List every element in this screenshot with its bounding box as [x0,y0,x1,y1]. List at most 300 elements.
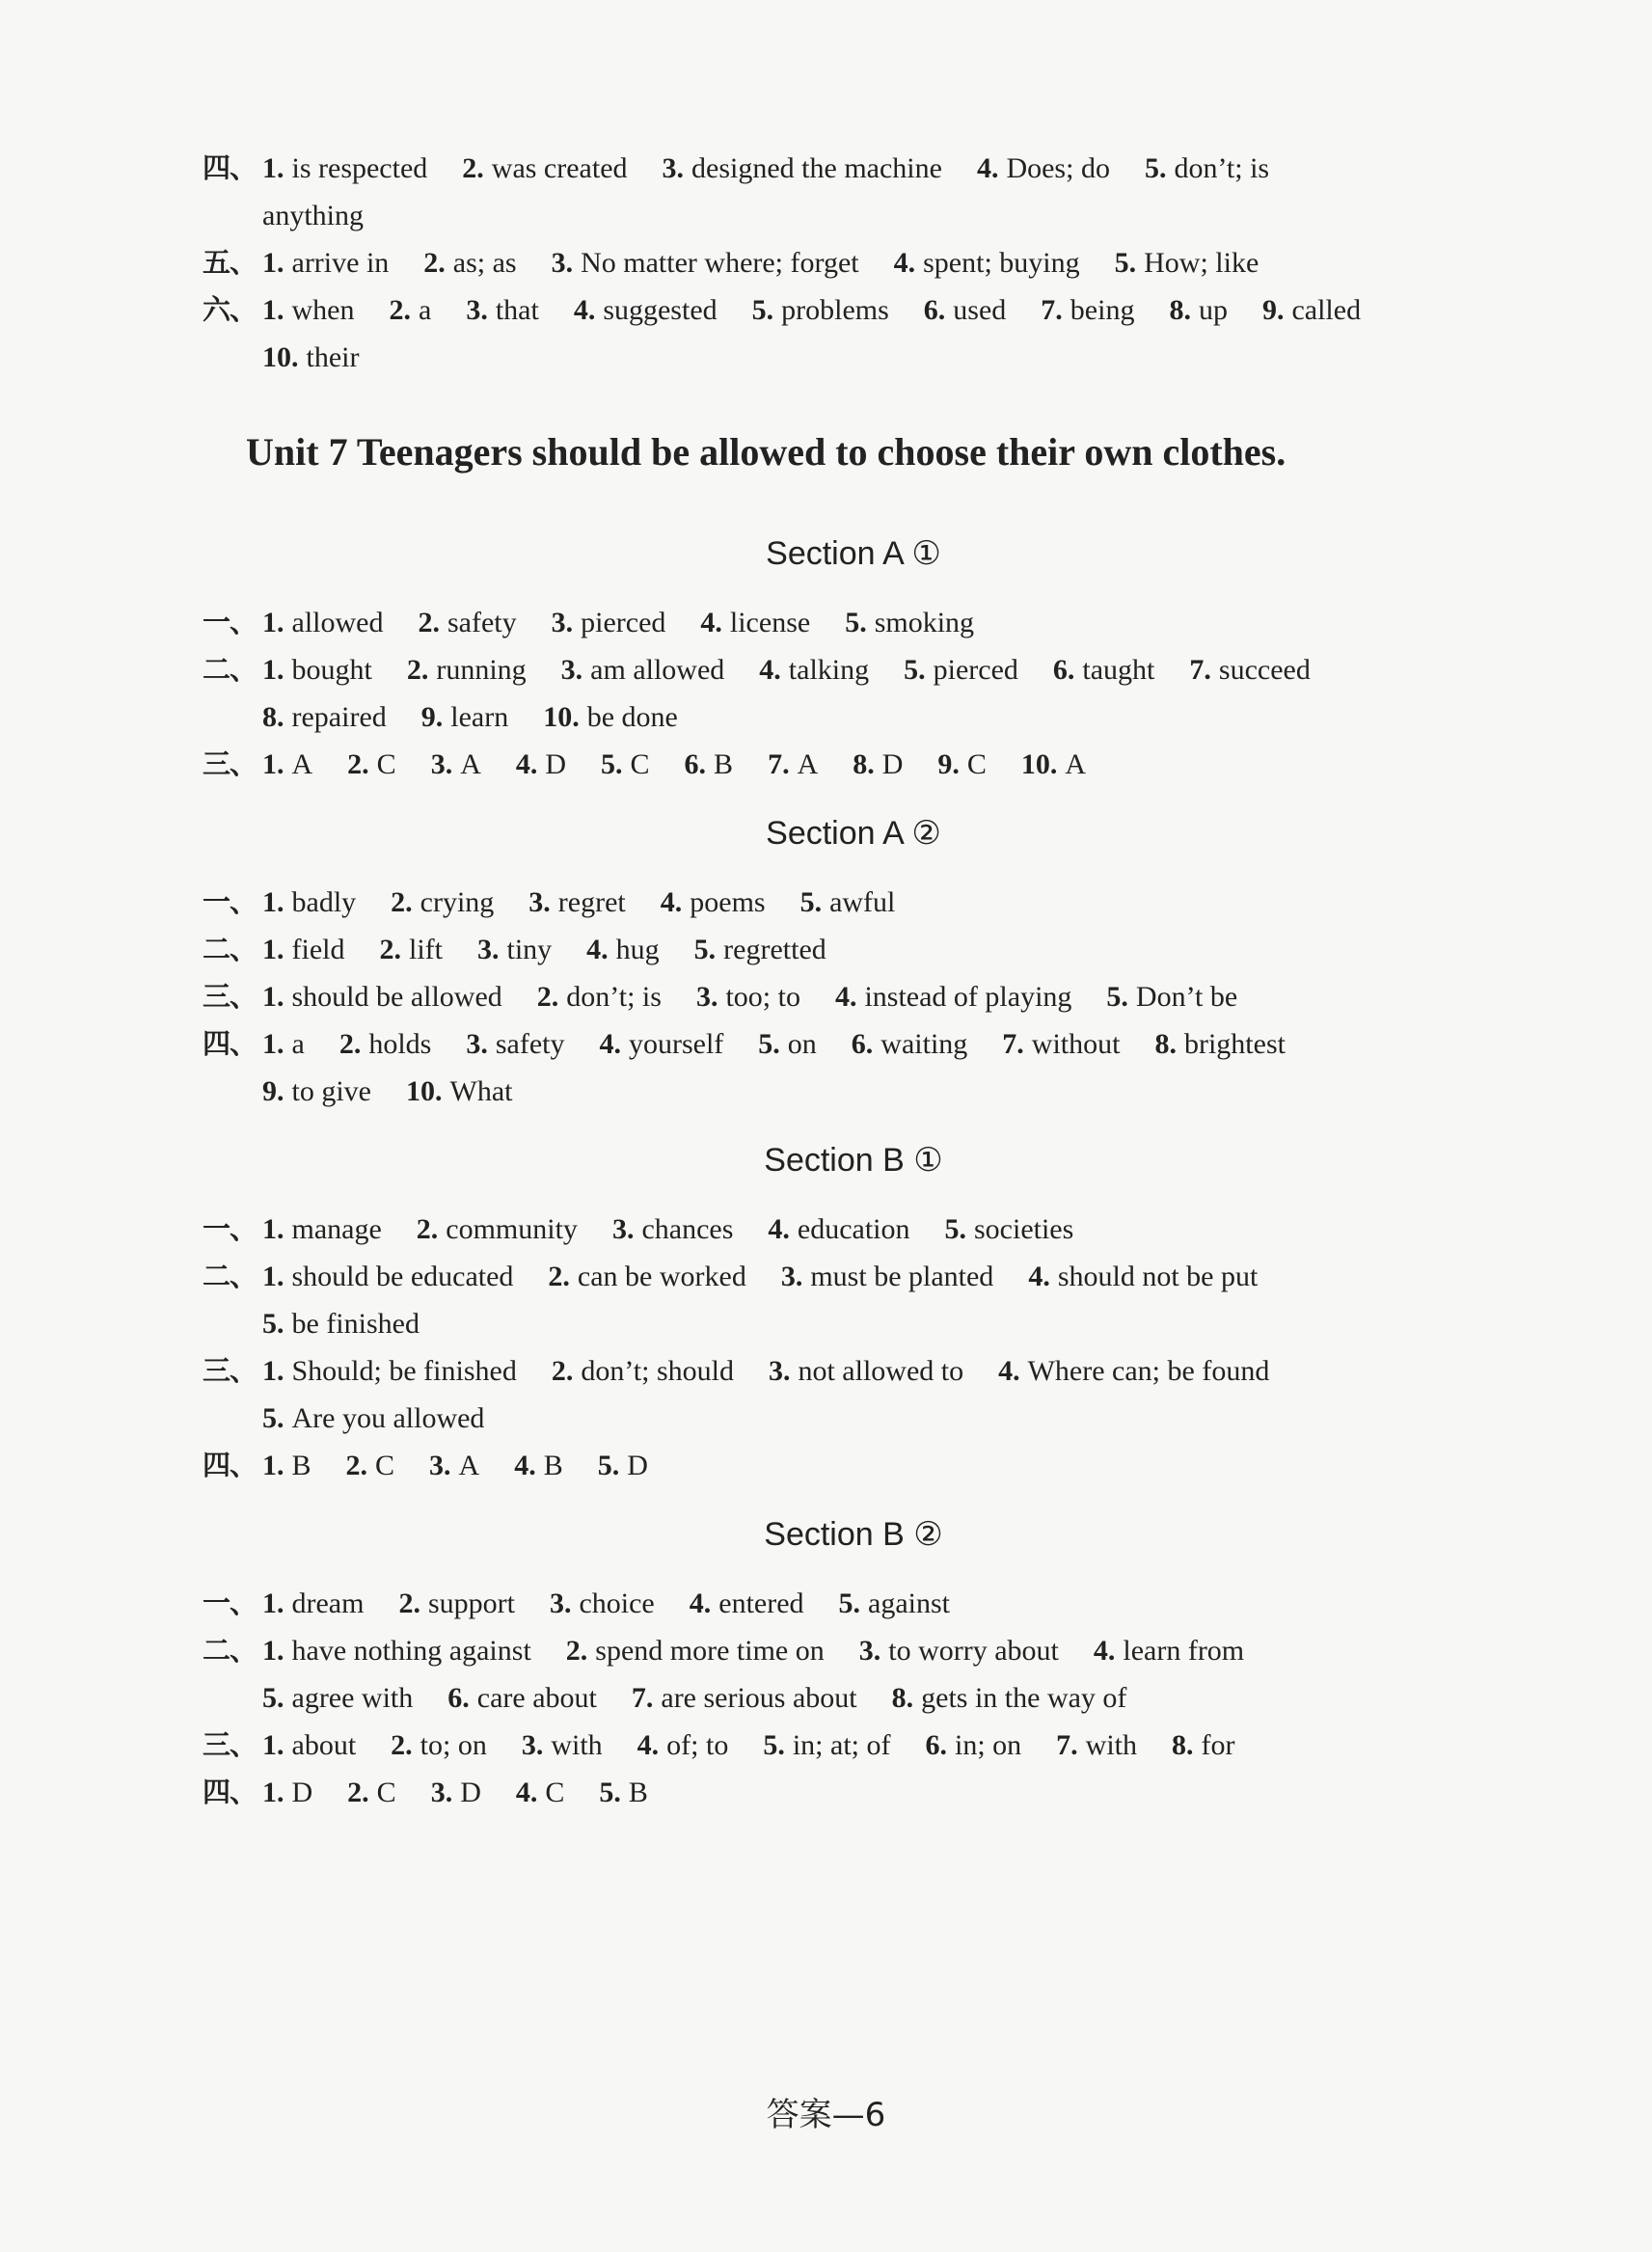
answer-items [262,1442,1504,1489]
answer-number: 4. [573,294,596,326]
answer-number: 1. [262,1028,284,1060]
answer-number: 4. [893,247,916,279]
answer-text: support [427,1587,515,1619]
answer-number: 2. [347,748,369,780]
answer-text: Don’t be [1135,981,1238,1013]
answer-number: 2. [379,934,401,965]
question-group-label: 三、 [203,747,257,780]
answer-row [203,599,1504,646]
answer-number: 1. [262,294,284,326]
answer-number: 10. [262,341,299,373]
answer-item [769,1355,963,1387]
answer-number: 1. [262,1777,284,1808]
answer-text: gets in the way of [921,1682,1127,1714]
answer-text: spent; buying [923,247,1080,279]
answer-text: B [628,1777,648,1808]
answer-item [477,934,552,965]
answer-text: A [460,748,481,780]
answer-number: 4. [1093,1635,1116,1667]
answer-number: 3. [521,1729,544,1761]
answer-number: 3. [429,1450,451,1481]
answer-item [637,1729,729,1761]
answer-text: allowed [291,607,384,638]
answer-text: entered [718,1587,804,1619]
answer-number: 8. [1154,1028,1177,1060]
answer-number: 8. [1169,294,1191,326]
answer-item [937,748,987,780]
answer-item [346,1450,395,1481]
answer-items [262,926,1504,973]
answer-row [203,1020,1504,1068]
answer-number: 2. [536,981,559,1013]
answer-text: C [630,748,650,780]
answer-number: 3. [560,654,583,686]
answer-number: 7. [768,748,790,780]
answer-text: can be worked [577,1261,746,1292]
answer-number: 2. [406,654,429,686]
answer-text: should not be put [1057,1261,1259,1292]
answer-item [1094,1635,1244,1667]
answer-item [1041,294,1134,326]
answer-item [391,886,494,918]
answer-number: 5. [799,886,823,918]
answer-text: anything [262,200,364,231]
answer-text: a [291,1028,305,1060]
answer-items [262,646,1504,693]
section-heading: Section B ① [764,1142,943,1179]
answer-number: 10. [406,1075,443,1107]
answer-item [406,1075,512,1107]
answer-item [466,294,539,326]
answer-text: to give [291,1075,371,1107]
answer-text: succeed [1218,654,1311,686]
answer-text: manage [291,1213,382,1245]
answer-text: How; like [1144,247,1259,279]
answer-number: 7. [631,1682,654,1714]
answer-text: A [291,748,313,780]
answer-text: chances [641,1213,734,1245]
answer-number: 4. [998,1355,1020,1387]
answer-item [262,152,427,184]
answer-number: 5. [1114,247,1137,279]
question-group-label: 一、 [203,885,257,918]
question-group-label: 三、 [203,1354,257,1387]
answer-text: up [1198,294,1228,326]
answer-number: 3. [476,934,500,965]
answer-number: 1. [262,247,284,279]
answer-item [262,1261,513,1292]
answer-number: 5. [693,934,717,965]
answer-text: used [953,294,1007,326]
answer-item [262,247,389,279]
answer-item [262,748,312,780]
section-body [203,1206,1504,1489]
answer-item [599,1028,723,1060]
answer-item [700,607,810,638]
answer-items [262,599,1504,646]
answer-number: 1. [262,1355,284,1387]
answer-text: C [376,1777,396,1808]
answer-text: with [1085,1729,1138,1761]
answer-text: D [881,748,904,780]
answer-number: 3. [549,1587,572,1619]
answer-item [262,1075,371,1107]
answer-item [1169,294,1228,326]
answer-item [262,200,364,231]
answer-item [998,1355,1269,1387]
answer-text: in; on [955,1729,1022,1761]
answer-text: hug [615,934,660,965]
answer-text: crying [420,886,495,918]
answer-text: A [797,748,819,780]
answer-items [262,1395,1504,1442]
answer-item [752,294,889,326]
answer-row-continuation [203,192,1504,239]
answer-text: safety [495,1028,565,1060]
question-group-label: 六、 [203,293,257,326]
answer-text: in; at; of [792,1729,891,1761]
answer-number: 2. [339,1028,362,1060]
answer-item [466,1028,564,1060]
answer-text: D [460,1777,481,1808]
answer-item [262,1682,413,1714]
answer-item [1115,247,1259,279]
answer-items [262,286,1504,334]
answer-text: Are you allowed [291,1402,485,1434]
answer-item [663,152,942,184]
answer-item [892,1682,1127,1714]
answer-text: problems [781,294,889,326]
answer-text: awful [829,886,896,918]
answer-items [262,879,1504,926]
answer-item [418,607,516,638]
answer-text: learn [450,701,509,733]
answer-text: regret [557,886,626,918]
answer-row [203,145,1504,192]
answer-items [262,1253,1504,1300]
question-group-label: 四、 [203,1027,257,1060]
answer-text: must be planted [810,1261,994,1292]
question-group-label: 二、 [203,1634,257,1667]
answer-text: about [291,1729,357,1761]
answer-text: Should; be finished [291,1355,517,1387]
answer-item [763,1729,890,1761]
answer-item [543,701,678,733]
answer-item [924,294,1007,326]
answer-item [447,1682,597,1714]
answer-item [262,294,354,326]
answer-number: 3. [466,1028,488,1060]
answer-items [262,239,1504,286]
answer-items [262,693,1504,741]
answer-number: 5. [597,1450,620,1481]
answer-number: 2. [551,1355,574,1387]
question-group-label: 二、 [203,933,257,965]
section-heading: Section B ② [764,1516,943,1553]
answer-number: 4. [660,886,683,918]
answer-number: 2. [548,1261,570,1292]
answer-number: 4. [1028,1261,1050,1292]
question-group-label: 二、 [203,1260,257,1292]
answer-text: have nothing against [291,1635,531,1667]
answer-item [528,886,625,918]
answer-row [203,1722,1504,1769]
answer-number: 8. [262,701,284,733]
answer-text: B [714,748,734,780]
answer-row [203,286,1504,334]
question-group-label: 三、 [203,980,257,1013]
answer-item [514,1450,563,1481]
answer-text: D [627,1450,648,1481]
answer-item [1021,748,1086,780]
answer-item [389,294,431,326]
answer-text: is respected [291,152,428,184]
answer-number: 1. [262,1729,284,1761]
answer-item [262,981,502,1013]
answer-text: A [1065,748,1087,780]
answer-number: 3. [768,1355,791,1387]
answer-item [1154,1028,1286,1060]
answer-items [262,1769,1504,1816]
answer-item [417,1213,578,1245]
answer-text: be finished [291,1308,420,1340]
answer-number: 4. [515,748,538,780]
answer-text: that [495,294,539,326]
answer-text: lift [408,934,443,965]
answer-number: 5. [1106,981,1128,1013]
answer-text: poems [690,886,766,918]
answer-item [1053,654,1155,686]
answer-number: 3. [611,1213,635,1245]
sections-container [203,529,1504,1816]
answer-number: 4. [834,981,857,1013]
answer-items [262,1347,1504,1395]
answer-item [552,247,859,279]
answer-item [758,1028,817,1060]
answer-row [203,926,1504,973]
answer-number: 5. [838,1587,861,1619]
answer-number: 4. [700,607,722,638]
answer-number: 6. [447,1682,470,1714]
answer-number: 5. [751,294,774,326]
answer-number: 1. [262,934,284,965]
answer-number: 5. [599,1777,621,1808]
answer-item [516,1777,565,1808]
answer-text: C [966,748,987,780]
answer-item [839,1587,950,1619]
answer-number: 1. [262,607,284,638]
answer-item [391,1729,487,1761]
unit-title: Unit 7 Teenagers should be allowed to choose their own clothes. [246,430,1286,474]
answer-item [945,1213,1074,1245]
answer-row [203,1769,1504,1816]
answer-number: 2. [398,1587,420,1619]
section-body [203,1580,1504,1816]
answer-text: dream [291,1587,365,1619]
answer-number: 3. [780,1261,803,1292]
answer-item [768,1213,909,1245]
answer-item [599,1777,648,1808]
answer-text: education [797,1213,910,1245]
answer-text: to worry about [888,1635,1059,1667]
answer-item [574,294,718,326]
answer-number: 6. [684,748,707,780]
answer-number: 6. [925,1729,947,1761]
answer-item [522,1729,603,1761]
answer-item [262,1729,356,1761]
answer-item [347,748,396,780]
answer-item [429,1450,479,1481]
answer-item [262,1213,382,1245]
question-group-label: 三、 [203,1728,257,1761]
answer-number: 9. [1261,294,1285,326]
answer-items [262,1580,1504,1627]
question-group-label: 一、 [203,606,257,638]
answer-number: 6. [923,294,946,326]
answer-text: to; on [420,1729,487,1761]
answer-item [1145,152,1269,184]
answer-number: 3. [430,1777,453,1808]
answer-number: 4. [514,1450,536,1481]
answer-item [632,1682,857,1714]
answer-item [661,886,766,918]
answer-number: 5. [262,1308,284,1340]
answer-item [462,152,627,184]
answer-text: repaired [291,701,387,733]
answer-text: as; as [452,247,517,279]
answer-item [1028,1261,1258,1292]
answer-number: 8. [853,748,875,780]
answer-text: being [1070,294,1135,326]
answer-text: D [291,1777,313,1808]
answer-item [904,654,1018,686]
answer-text: yourself [628,1028,724,1060]
answer-row-continuation [203,1068,1504,1115]
answer-text: was created [491,152,628,184]
answer-items [262,1068,1504,1115]
answer-row [203,239,1504,286]
answer-number: 3. [466,294,488,326]
answer-number: 6. [851,1028,874,1060]
answer-item [566,1635,825,1667]
answer-number: 2. [416,1213,439,1245]
answer-item [262,886,356,918]
answer-item [690,1587,804,1619]
answer-number: 2. [391,1729,413,1761]
answer-number: 7. [1002,1028,1024,1060]
top-answer-block [203,145,1504,381]
answer-item [379,934,443,965]
answer-item [262,1635,531,1667]
answer-text: care about [476,1682,597,1714]
answer-number: 2. [423,247,446,279]
answer-number: 1. [262,654,284,686]
answer-item [347,1777,396,1808]
answer-item [586,934,660,965]
answer-text: badly [291,886,357,918]
answer-row-continuation [203,693,1504,741]
answer-item [552,1355,734,1387]
question-group-label: 一、 [203,1587,257,1619]
answer-row [203,973,1504,1020]
answer-text: called [1291,294,1362,326]
answer-item [550,1587,655,1619]
answer-row-continuation [203,334,1504,381]
answer-row-continuation [203,1674,1504,1722]
answer-text: C [376,748,396,780]
answer-item [859,1635,1059,1667]
answer-item [552,607,666,638]
answer-item [262,607,383,638]
answer-number: 4. [689,1587,712,1619]
answer-text: smoking [874,607,975,638]
answer-number: 7. [1041,294,1063,326]
answer-text: don’t; is [1174,152,1270,184]
answer-text: pierced [581,607,666,638]
answer-number: 8. [1172,1729,1194,1761]
answer-item [1106,981,1237,1013]
answer-number: 3. [695,981,718,1013]
answer-item [1189,654,1310,686]
section-body [203,879,1504,1115]
answer-number: 8. [891,1682,914,1714]
answer-items [262,1020,1504,1068]
answer-item [800,886,896,918]
answer-item [696,981,800,1013]
answer-item [339,1028,432,1060]
answer-item [262,1308,420,1340]
answer-items [262,334,1504,381]
answer-number: 4. [586,934,609,965]
answer-row [203,879,1504,926]
answer-text: No matter where; forget [581,247,859,279]
answer-text: regretted [723,934,826,965]
answer-row-continuation [203,1300,1504,1347]
answer-text: waiting [880,1028,968,1060]
answer-text: C [375,1450,395,1481]
answer-text: suggested [603,294,718,326]
answer-item [548,1261,745,1292]
answer-item [894,247,1080,279]
answer-number: 2. [565,1635,588,1667]
answer-number: 1. [262,152,284,184]
answer-text: pierced [933,654,1018,686]
answer-text: don’t; is [566,981,662,1013]
answer-number: 4. [759,654,781,686]
answer-item [926,1729,1022,1761]
section-heading: Section A ② [766,815,941,852]
answer-number: 9. [262,1075,284,1107]
answer-text: running [436,654,527,686]
answer-number: 6. [1052,654,1075,686]
answer-number: 5. [763,1729,785,1761]
answer-text: not allowed to [798,1355,964,1387]
answer-number: 7. [1189,654,1211,686]
answer-item [516,748,566,780]
answer-content [203,145,1504,1816]
answer-number: 1. [262,1587,284,1619]
section-heading: Section A ① [766,535,941,572]
answer-item [423,247,516,279]
answer-item [262,1450,311,1481]
answer-number: 3. [858,1635,881,1667]
answer-text: of; to [666,1729,729,1761]
answer-text: license [729,607,811,638]
answer-item [781,1261,993,1292]
answer-row [203,741,1504,788]
answer-number: 2. [418,607,440,638]
answer-item [853,748,903,780]
